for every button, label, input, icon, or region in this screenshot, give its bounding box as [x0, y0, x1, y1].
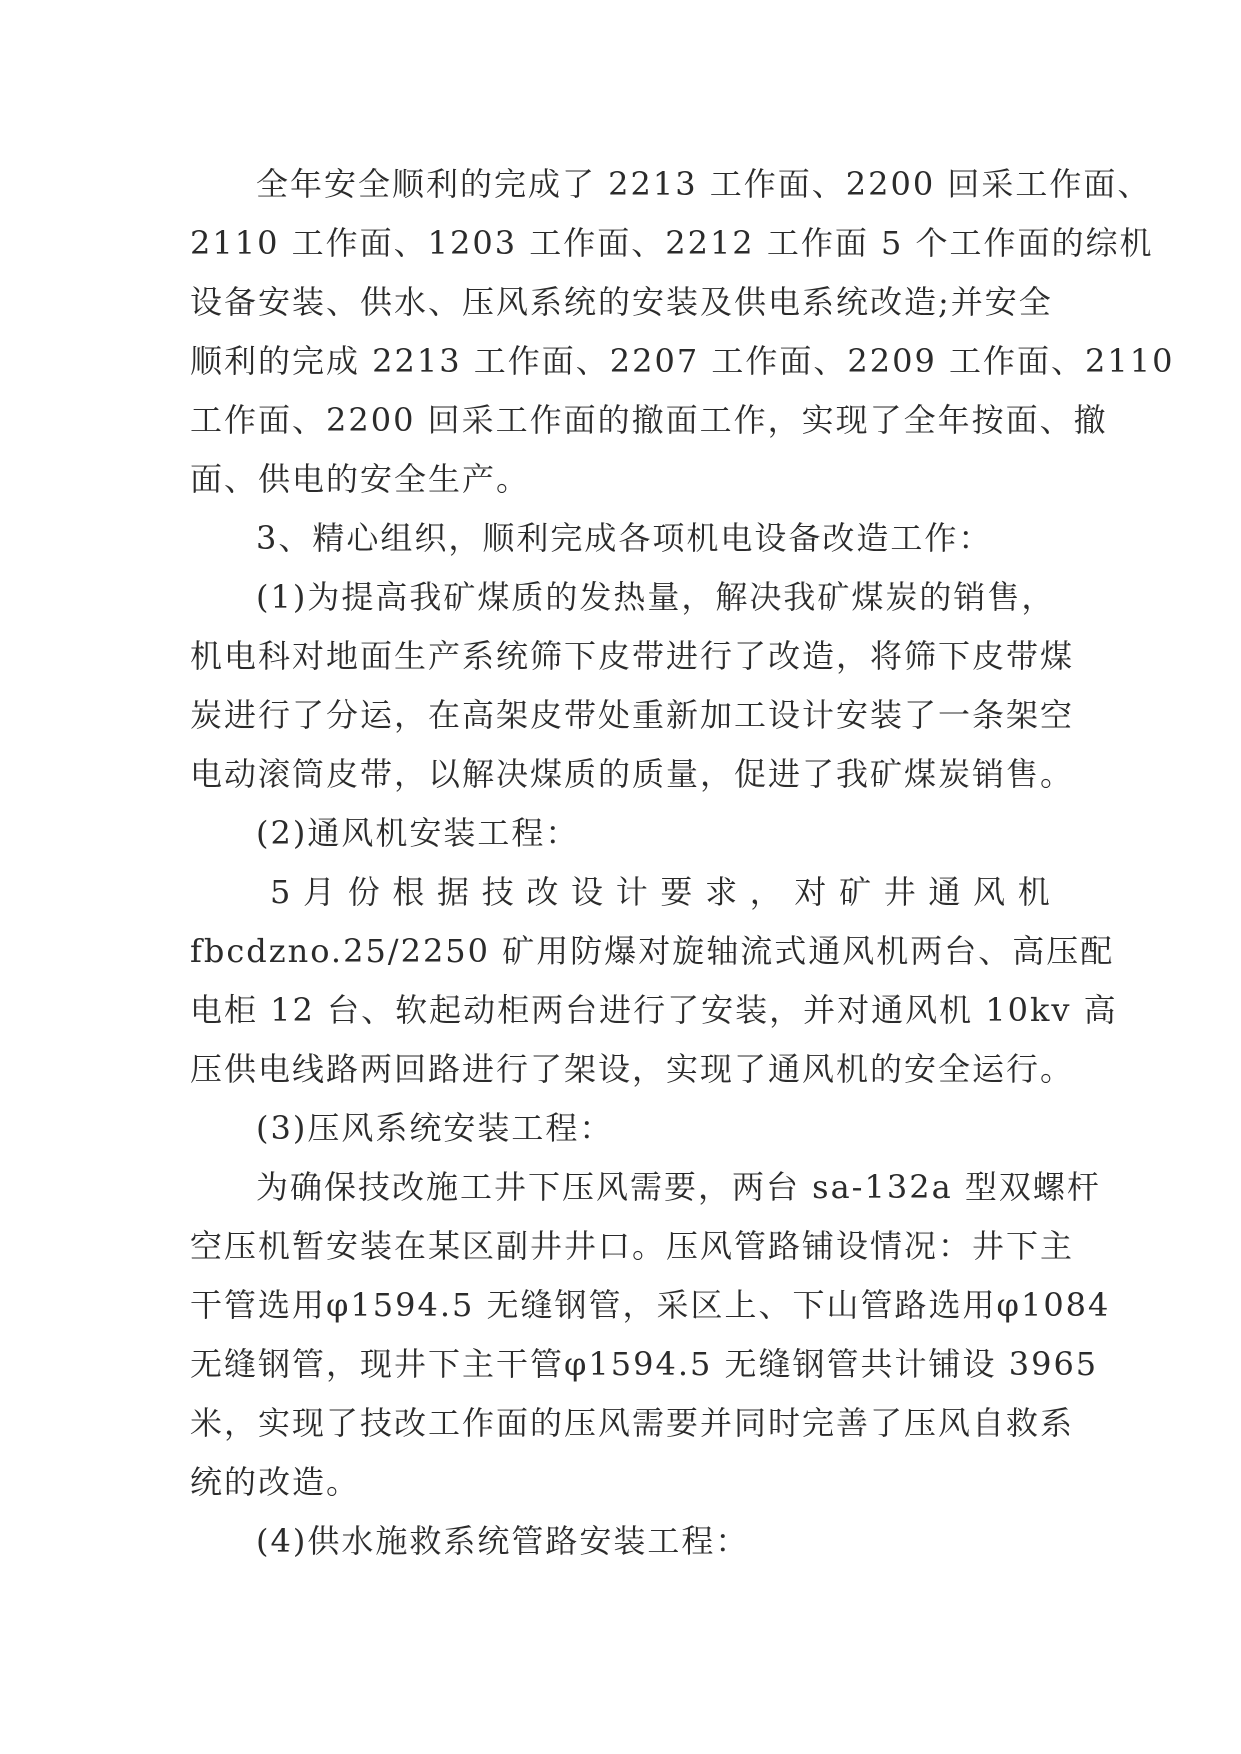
paragraph-line: (1)为提高我矿煤质的发热量，解决我矿煤炭的销售，: [256, 578, 1056, 616]
justified-char: 求: [705, 873, 740, 911]
paragraph-line: 压供电线路两回路进行了架设，实现了通风机的安全运行。: [190, 1050, 1075, 1088]
paragraph-line-justified: [190, 863, 1070, 922]
paragraph-line: 工作面、2200 回采工作面的撤面工作，实现了全年按面、撤: [190, 401, 1108, 439]
section-heading: 3、精心组织，顺利完成各项机电设备改造工作：: [256, 519, 993, 557]
justified-char: 风: [973, 873, 1008, 911]
paragraph-line: 2110 工作面、1203 工作面、2212 工作面 5 个工作面的综机: [190, 224, 1154, 262]
paragraph-line: 设备安装、供水、压风系统的安装及供电系统改造;并安全: [190, 283, 1053, 321]
justified-char: 井: [883, 873, 918, 911]
justified-char: 机: [1017, 873, 1052, 911]
paragraph-line: 电动滚筒皮带，以解决煤质的质量，促进了我矿煤炭销售。: [190, 755, 1075, 793]
paragraph-line: 炭进行了分运，在高架皮带处重新加工设计安装了一条架空: [190, 696, 1075, 734]
subsection-heading: (2)通风机安装工程：: [256, 814, 580, 852]
justified-char: 矿: [839, 873, 874, 911]
justified-char: ，: [749, 873, 784, 911]
justified-char: 对: [794, 873, 829, 911]
paragraph-line: 为确保技改施工井下压风需要，两台 sa-132a 型双螺杆: [256, 1168, 1101, 1206]
paragraph-line: 全年安全顺利的完成了 2213 工作面、2200 回采工作面、: [256, 165, 1152, 203]
paragraph-line: 机电科对地面生产系统筛下皮带进行了改造，将筛下皮带煤: [190, 637, 1075, 675]
paragraph-line: 干管选用φ1594.5 无缝钢管，采区上、下山管路选用φ1084: [190, 1286, 1111, 1324]
justified-char: 改: [526, 873, 561, 911]
justified-char: 根: [392, 873, 427, 911]
justified-char: 5: [270, 873, 293, 911]
justified-char: 月: [303, 873, 338, 911]
subsection-heading: (4)供水施救系统管路安装工程：: [256, 1522, 750, 1560]
justified-char: 技: [481, 873, 516, 911]
paragraph-line: 统的改造。: [190, 1463, 361, 1501]
justified-char: 份: [347, 873, 382, 911]
justified-char: 计: [615, 873, 650, 911]
justified-char: 设: [571, 873, 606, 911]
paragraph-line: 空压机暂安装在某区副井井口。压风管路铺设情况：井下主: [190, 1227, 1075, 1265]
paragraph-line: 电柜 12 台、软起动柜两台进行了安装，并对通风机 10kv 高: [190, 991, 1118, 1029]
document-body: [190, 155, 1175, 1571]
subsection-heading: (3)压风系统安装工程：: [256, 1109, 614, 1147]
paragraph-line: 米，实现了技改工作面的压风需要并同时完善了压风自救系: [190, 1404, 1075, 1442]
paragraph-line: 无缝钢管，现井下主干管φ1594.5 无缝钢管共计铺设 3965: [190, 1345, 1099, 1383]
paragraph-line: fbcdzno.25/2250 矿用防爆对旋轴流式通风机两台、高压配: [190, 932, 1115, 970]
paragraph-line: 顺利的完成 2213 工作面、2207 工作面、2209 工作面、2110: [190, 342, 1175, 380]
paragraph-line: 面、供电的安全生产。: [190, 460, 531, 498]
justified-char: 据: [437, 873, 472, 911]
justified-char: 要: [660, 873, 695, 911]
justified-char: 通: [928, 873, 963, 911]
